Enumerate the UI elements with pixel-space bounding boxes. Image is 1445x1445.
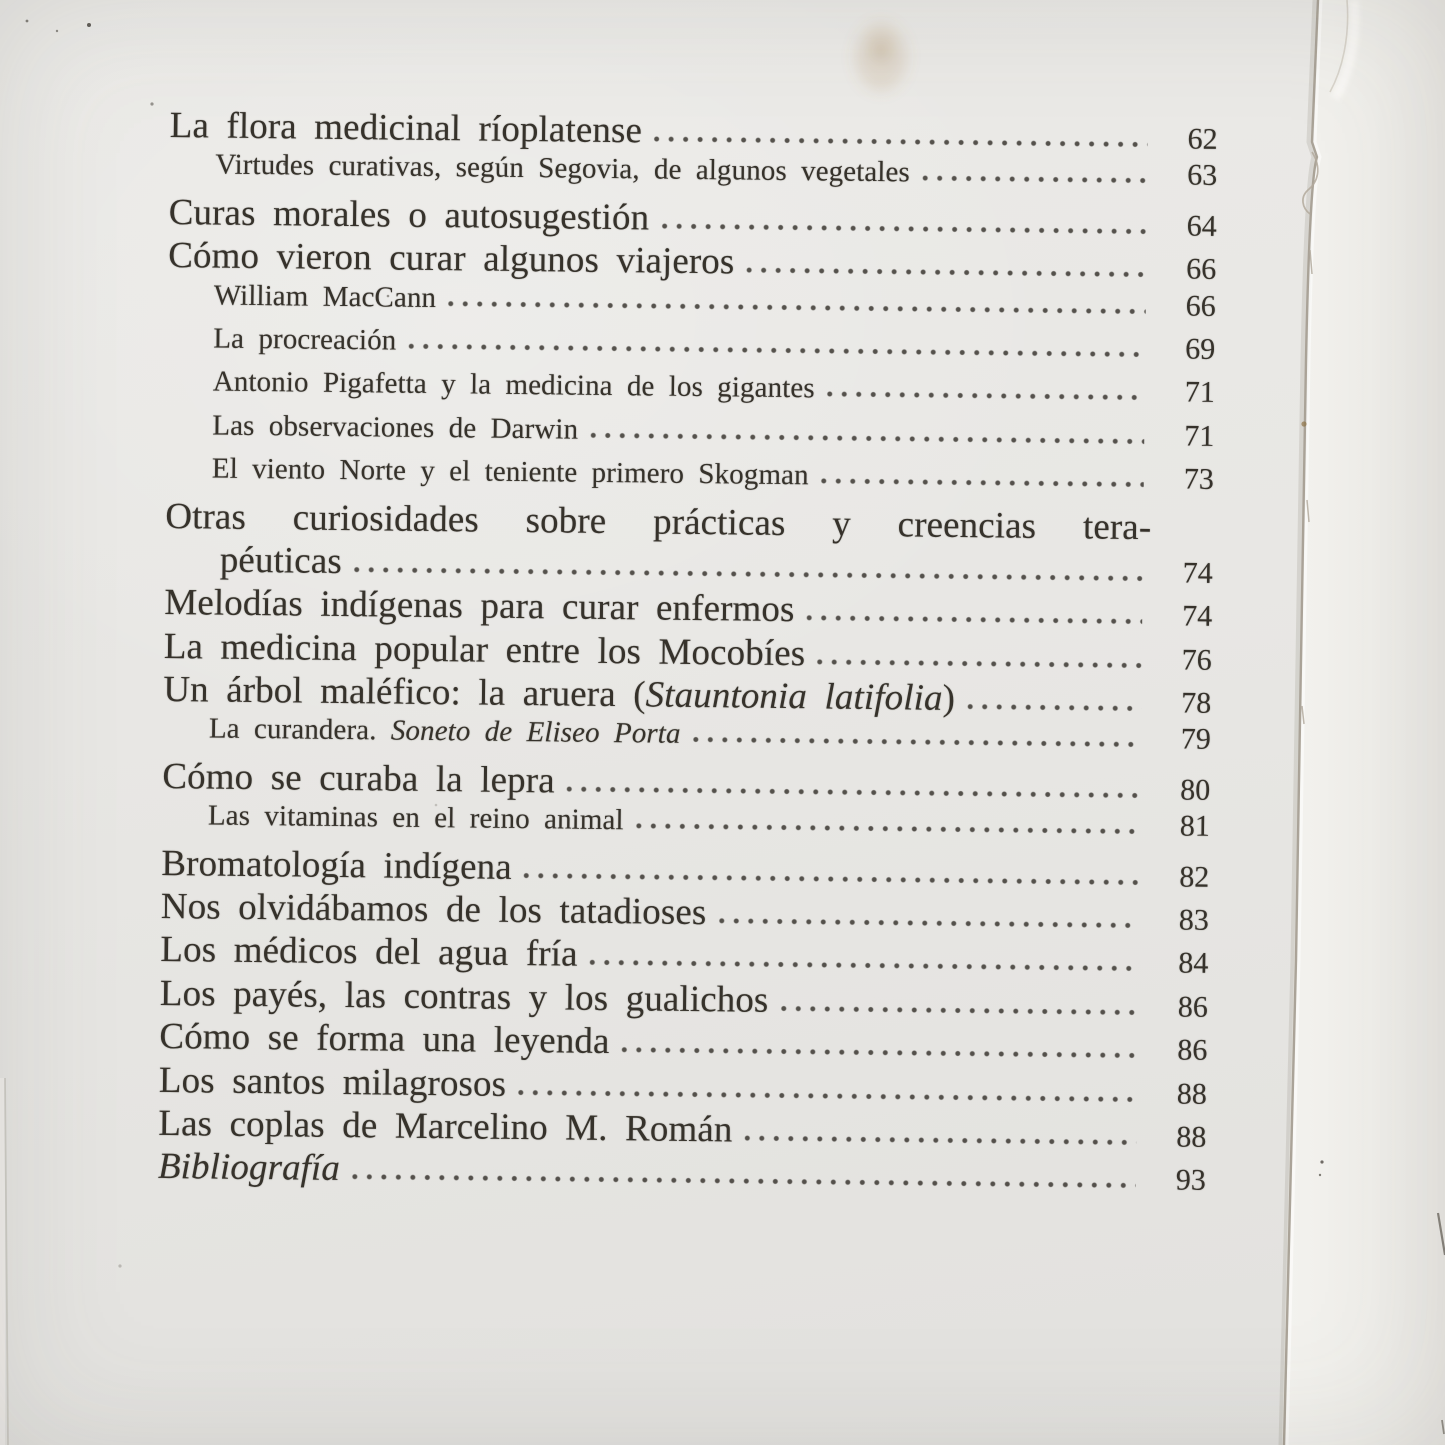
toc-entry-title: Curas morales o autosugestión [168, 191, 650, 239]
toc-page-number: 76 [1181, 643, 1212, 677]
toc-entry-title: William MacCann [213, 279, 437, 314]
toc-entry-title: Los payés, las contras y los gualichos [159, 972, 769, 1021]
left-page-edge [0, 1078, 8, 1445]
dot-leader [635, 821, 1139, 836]
toc-page-number: 80 [1180, 773, 1211, 807]
toc-page-number: 84 [1178, 946, 1209, 981]
toc-page-number: 86 [1177, 1033, 1208, 1068]
toc-entry-title: péuticas [219, 539, 343, 582]
dot-leader [408, 341, 1145, 358]
table-of-contents [158, 104, 1218, 1201]
dot-leader [780, 1003, 1138, 1016]
toc-entry-title: El viento Norte y el teniente primero Skogman [211, 452, 809, 492]
toc-entry-title: Otras curiosidades sobre prácticas y creencias tera- [165, 495, 1152, 548]
toc-page-number: 73 [1183, 462, 1214, 496]
toc-entry-title: Melodías indígenas para curar enfermos [164, 582, 795, 631]
dot-leader [827, 389, 1145, 402]
dot-leader [718, 915, 1138, 929]
toc-entry-title: Las coplas de Marcelino M. Román [158, 1102, 733, 1151]
toc-entry-title: Los santos milagrosos [158, 1059, 507, 1105]
dot-leader [806, 613, 1142, 626]
toc-page-number: 64 [1186, 209, 1217, 243]
dot-leader [590, 430, 1144, 445]
toc-entry-title: La procreación [213, 322, 397, 357]
toc-page-number: 69 [1185, 332, 1216, 366]
toc-page-number: 86 [1177, 990, 1209, 1024]
toc-page-number: 93 [1175, 1163, 1207, 1198]
dot-leader [448, 298, 1146, 315]
toc-entry-title: Bibliografía [157, 1146, 341, 1190]
dot-leader [661, 220, 1147, 235]
dot-leader [352, 1172, 1136, 1190]
toc-page-number: 66 [1185, 289, 1216, 323]
toc-page-number: 66 [1186, 252, 1217, 287]
dot-leader [967, 701, 1141, 712]
toc-entry-title: Bromatología indígena [161, 842, 512, 888]
dot-leader [922, 173, 1147, 185]
dot-leader [621, 1044, 1137, 1059]
dot-leader [654, 133, 1148, 148]
toc-entry-title: Cómo se forma una leyenda [159, 1016, 610, 1063]
toc-entry-title: Las vitaminas en el reino animal [207, 799, 624, 837]
toc-entry-title: La medicina popular entre los Mocobíes [163, 625, 806, 674]
toc-page-number: 71 [1184, 419, 1215, 453]
toc-page-number: 71 [1184, 375, 1215, 410]
toc-page-number: 79 [1180, 722, 1212, 757]
toc-entry-title: Las observaciones de Darwin [212, 409, 579, 446]
dot-leader [524, 870, 1140, 886]
toc-page-number: 88 [1176, 1077, 1208, 1111]
toc-page-number: 82 [1179, 860, 1210, 894]
toc-entry-title: Nos olvidábamos de los tatadioses [160, 885, 707, 934]
dot-leader [821, 476, 1144, 489]
toc-page-number: 62 [1187, 122, 1218, 156]
toc-page-number: 74 [1182, 599, 1213, 634]
toc-entry-title: Un árbol maléfico: la aruera (Stauntonia latifolia) [163, 669, 956, 720]
toc-entry-title: Cómo vieron curar algunos viajeros [168, 235, 735, 283]
toc-page-number: 78 [1181, 686, 1212, 720]
toc-page-number: 83 [1178, 903, 1209, 937]
toc-page-number [1151, 539, 1213, 540]
dot-leader [744, 1133, 1136, 1146]
toc-entry-title: La curandera. Soneto de Eliseo Porta [208, 712, 681, 751]
dot-leader [518, 1087, 1137, 1103]
paper-stain [855, 23, 907, 91]
toc-entry-title: Virtudes curativas, según Segovia, de algunos vegetales [215, 148, 911, 189]
toc-page-number: 63 [1187, 158, 1218, 193]
dot-leader [567, 783, 1141, 799]
dot-leader [692, 734, 1140, 748]
dot-leader [590, 957, 1139, 972]
dot-leader [817, 656, 1142, 669]
dot-leader [354, 564, 1143, 582]
toc-page-number: 88 [1176, 1120, 1207, 1154]
toc-entry-title: La flora medicinal ríoplatense [169, 104, 643, 152]
toc-page-number: 81 [1179, 809, 1211, 844]
toc-page-number: 74 [1182, 556, 1213, 590]
toc-entry-title: Cómo se curaba la lepra [162, 755, 555, 802]
toc-entry-title: Los médicos del agua fría [160, 929, 578, 976]
toc-entry-title: Antonio Pigafetta y la medicina de los gigantes [212, 365, 815, 405]
dot-leader [746, 265, 1146, 279]
